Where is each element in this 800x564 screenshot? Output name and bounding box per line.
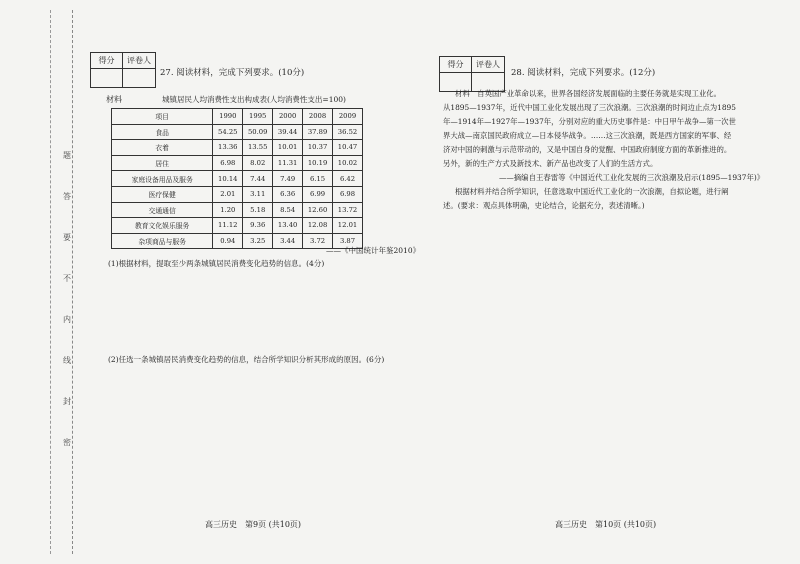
table-row — [112, 186, 363, 202]
table-cell: 12.08 — [303, 218, 333, 234]
table-cell: 50.09 — [243, 124, 273, 140]
table-header-cell: 2009 — [333, 109, 363, 125]
table-cell: 6.98 — [213, 155, 243, 171]
table-cell: 6.36 — [273, 186, 303, 202]
table-source: ——《中国统计年鉴2010》 — [326, 246, 421, 255]
table-cell: 教育文化娱乐服务 — [112, 218, 213, 234]
table-cell: 6.98 — [333, 186, 363, 202]
table-cell: 37.89 — [303, 124, 333, 140]
table-cell: 10.01 — [273, 140, 303, 156]
table-cell: 居住 — [112, 155, 213, 171]
question-27-title: 27. 阅读材料，完成下列要求。(10分) — [160, 68, 305, 78]
table-row — [112, 171, 363, 187]
table-cell: 8.02 — [243, 155, 273, 171]
passage-line: 另外，新的生产方式及新技术、新产品也改变了人们的生活方式。 — [443, 159, 658, 168]
binding-warning-text — [60, 150, 74, 448]
table-row — [112, 202, 363, 218]
passage-line: 界大战—南京国民政府成立—日本侵华战争。……这三次浪潮，既是西方国家的军事、经 — [443, 131, 732, 140]
table-cell: 10.02 — [333, 155, 363, 171]
table-cell: 6.15 — [303, 171, 333, 187]
table-cell: 11.31 — [273, 155, 303, 171]
table-cell: 3.87 — [333, 233, 363, 249]
score-cell[interactable] — [91, 69, 123, 87]
table-cell: 6.99 — [303, 186, 333, 202]
table-header-cell: 2000 — [273, 109, 303, 125]
table-header-cell: 项目 — [112, 109, 213, 125]
table-row — [112, 218, 363, 234]
table-row — [112, 124, 363, 140]
binding-char: 要 — [63, 233, 71, 242]
passage-line: 济对中国的刺激与示范带动的，又是中国自身的觉醒、中国政府制度方面的革新推进的。 — [443, 145, 732, 154]
table-cell: 54.25 — [213, 124, 243, 140]
binding-char: 封 — [63, 397, 71, 406]
table-header-row — [112, 109, 363, 125]
binding-char: 线 — [63, 356, 71, 365]
table-cell: 7.44 — [243, 171, 273, 187]
table-title: 城镇居民人均消费性支出构成表(人均消费性支出=100) — [162, 95, 346, 104]
table-cell: 13.40 — [273, 218, 303, 234]
table-cell: 13.36 — [213, 140, 243, 156]
passage-line: 从1895—1937年，近代中国工业化发展出现了三次浪潮。三次浪潮的时间边止点为1895 — [443, 103, 736, 112]
material-passage — [443, 87, 785, 213]
instruction-line: 述。(要求：观点具体明确，史论结合，论据充分，表述清晰。) — [443, 201, 645, 210]
binding-char: 密 — [63, 438, 71, 447]
table-cell: 8.54 — [273, 202, 303, 218]
table-cell: 10.37 — [303, 140, 333, 156]
table-cell: 3.44 — [273, 233, 303, 249]
table-cell: 2.01 — [213, 186, 243, 202]
binding-char: 内 — [63, 315, 71, 324]
subquestion-2: (2)任选一条城镇居民消费变化趋势的信息，结合所学知识分析其形成的原因。(6分) — [108, 355, 385, 364]
binding-char: 答 — [63, 192, 71, 201]
table-cell: 交通通信 — [112, 202, 213, 218]
table-header-cell: 2008 — [303, 109, 333, 125]
table-cell: 0.94 — [213, 233, 243, 249]
grader-box-label: 评卷人 — [123, 53, 155, 69]
table-cell: 3.11 — [243, 186, 273, 202]
table-cell: 11.12 — [213, 218, 243, 234]
score-box-label: 得分 — [440, 57, 472, 73]
grader-box-label: 评卷人 — [472, 57, 504, 73]
table-header-cell: 1990 — [213, 109, 243, 125]
page-footer-left: 高三历史 第9页 (共10页) — [205, 520, 302, 529]
page-footer-right: 高三历史 第10页 (共10页) — [555, 520, 657, 529]
binding-dashed-line-outer — [50, 10, 51, 554]
table-cell: 6.42 — [333, 171, 363, 187]
table-cell: 5.18 — [243, 202, 273, 218]
score-box-q27 — [90, 52, 156, 88]
table-cell: 39.44 — [273, 124, 303, 140]
table-cell: 9.36 — [243, 218, 273, 234]
table-cell: 食品 — [112, 124, 213, 140]
table-cell: 医疗保健 — [112, 186, 213, 202]
table-cell: 36.52 — [333, 124, 363, 140]
consumption-table — [111, 108, 363, 249]
table-cell: 10.47 — [333, 140, 363, 156]
table-cell: 12.01 — [333, 218, 363, 234]
table-header-cell: 1995 — [243, 109, 273, 125]
table-cell: 13.55 — [243, 140, 273, 156]
material-label: 材料 — [106, 95, 122, 104]
question-28-title: 28. 阅读材料，完成下列要求。(12分) — [511, 68, 656, 78]
table-cell: 3.72 — [303, 233, 333, 249]
table-cell: 7.49 — [273, 171, 303, 187]
passage-line: 材料 自英国产业革命以来，世界各国经济发展面临的主要任务就是实现工业化。 — [455, 89, 722, 98]
table-row — [112, 233, 363, 249]
table-cell: 13.72 — [333, 202, 363, 218]
table-cell: 10.14 — [213, 171, 243, 187]
table-cell: 12.60 — [303, 202, 333, 218]
passage-source: ——摘编自王春雷等《中国近代工业化发展的三次浪潮及启示(1895—1937年)》 — [499, 173, 765, 182]
table-cell: 家庭设备用品及服务 — [112, 171, 213, 187]
passage-line: 年—1914年—1927年—1937年，分别对应的重大历史事件是：中日甲午战争—第一次世 — [443, 117, 736, 126]
score-box-label: 得分 — [91, 53, 123, 69]
binding-char: 不 — [63, 274, 71, 283]
table-cell: 10.19 — [303, 155, 333, 171]
table-cell: 衣着 — [112, 140, 213, 156]
binding-char: 题 — [63, 151, 71, 160]
instruction-line: 根据材料并结合所学知识，任意选取中国近代工业化的一次浪潮，自拟论题，进行阐 — [455, 187, 729, 196]
table-cell: 杂项商品与服务 — [112, 233, 213, 249]
table-cell: 1.20 — [213, 202, 243, 218]
subquestion-1: (1)根据材料，提取至少两条城镇居民消费变化趋势的信息。(4分) — [108, 259, 325, 268]
table-row — [112, 155, 363, 171]
binding-strip — [0, 0, 88, 564]
grader-cell[interactable] — [123, 69, 155, 87]
table-cell: 3.25 — [243, 233, 273, 249]
table-row — [112, 140, 363, 156]
